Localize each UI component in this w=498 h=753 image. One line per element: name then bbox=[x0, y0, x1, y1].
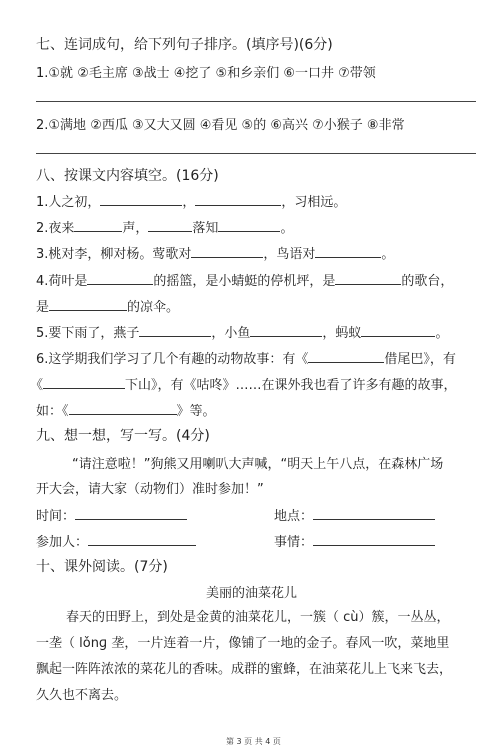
blank[interactable] bbox=[49, 298, 127, 311]
s9-place-row bbox=[274, 505, 435, 524]
blank[interactable] bbox=[195, 193, 281, 206]
s8-line-6c bbox=[36, 400, 216, 419]
blank[interactable] bbox=[315, 245, 381, 258]
blank[interactable] bbox=[361, 324, 435, 337]
place-blank[interactable] bbox=[313, 507, 435, 520]
event-label: 事情： bbox=[274, 535, 314, 550]
text: 下山》，有《咕咚》……在课外我也看了许多有趣的故事， bbox=[125, 378, 457, 393]
section-7-heading: 七、连词成句，给下列句子排序。(填序号)(6分) bbox=[36, 37, 333, 53]
blank[interactable] bbox=[87, 272, 153, 285]
blank[interactable] bbox=[308, 350, 384, 363]
reading-line-1: 春天的田野上，到处是金黄的油菜花儿，一簇（ cù）簇，一丛丛， bbox=[66, 610, 450, 625]
blank[interactable] bbox=[74, 219, 122, 232]
s8-line-4 bbox=[36, 270, 453, 289]
s8-line-1 bbox=[36, 191, 346, 210]
reading-title: 美丽的油菜花儿 bbox=[206, 586, 298, 601]
text: ， bbox=[182, 195, 196, 210]
time-blank[interactable] bbox=[75, 507, 187, 520]
answer-line-2[interactable] bbox=[36, 153, 476, 154]
text: 如：《 bbox=[36, 404, 69, 419]
text: 的凉伞。 bbox=[127, 300, 180, 315]
blank[interactable] bbox=[148, 219, 192, 232]
text: 。 bbox=[280, 221, 294, 236]
text: 1.人之初， bbox=[36, 195, 101, 210]
s9-time-row bbox=[36, 505, 187, 524]
text: 4.荷叶是 bbox=[36, 274, 88, 289]
blank[interactable] bbox=[100, 193, 182, 206]
page-footer: 第 3 页 共 4 页 bbox=[226, 737, 281, 746]
s8-line-4b bbox=[36, 296, 179, 315]
text: 5.要下雨了，燕子 bbox=[36, 326, 140, 341]
place-label: 地点： bbox=[274, 509, 314, 524]
text: 声， bbox=[122, 221, 149, 236]
text: 是 bbox=[36, 300, 50, 315]
s8-line-6 bbox=[36, 348, 456, 367]
s9-paragraph-2: 开大会，请大家（动物们）准时参加！” bbox=[36, 482, 264, 497]
section-9-heading: 九、想一想，写一写。(4分) bbox=[36, 428, 210, 444]
s8-line-2 bbox=[36, 217, 293, 236]
section-8-heading: 八、按课文内容填空。(16分) bbox=[36, 168, 219, 184]
text: 的歌台， bbox=[401, 274, 454, 289]
text: 2.夜来 bbox=[36, 221, 75, 236]
s9-paragraph-1: “请注意啦！”狗熊又用喇叭大声喊，“明天上午八点，在森林广场 bbox=[72, 457, 444, 472]
reading-line-2: 一垄（ lǒnɡ 垄，一片连着一片，像铺了一地的金子。春风一吹，菜地里 bbox=[36, 636, 450, 651]
text: 落知 bbox=[192, 221, 219, 236]
blank[interactable] bbox=[335, 272, 401, 285]
s8-line-5 bbox=[36, 322, 448, 341]
reading-line-4: 久久也不离去。 bbox=[36, 688, 128, 703]
text: 》等。 bbox=[176, 404, 216, 419]
text: 的摇篮，是小蜻蜓的停机坪，是 bbox=[153, 274, 336, 289]
text: 。 bbox=[435, 326, 449, 341]
s8-line-3 bbox=[36, 243, 394, 262]
blank[interactable] bbox=[139, 324, 211, 337]
text: 借尾巴》，有 bbox=[384, 352, 456, 367]
s7-question-2: 2.①满地 ②西瓜 ③又大又圆 ④看见 ⑤的 ⑥高兴 ⑦小猴子 ⑧非常 bbox=[36, 118, 405, 133]
people-blank[interactable] bbox=[88, 533, 196, 546]
blank[interactable] bbox=[250, 324, 322, 337]
text: 6.这学期我们学习了几个有趣的动物故事：有《 bbox=[36, 352, 309, 367]
text: 3.桃对李，柳对杨。莺歌对 bbox=[36, 247, 192, 262]
time-label: 时间： bbox=[36, 509, 76, 524]
s9-people-row bbox=[36, 531, 196, 550]
text: ，小鱼 bbox=[211, 326, 251, 341]
people-label: 参加人： bbox=[36, 535, 89, 550]
blank[interactable] bbox=[69, 402, 177, 415]
text: 《 bbox=[30, 378, 44, 393]
s9-event-row bbox=[274, 531, 435, 550]
blank[interactable] bbox=[218, 219, 280, 232]
text: ，鸟语对 bbox=[263, 247, 316, 262]
section-10-heading: 十、课外阅读。(7分) bbox=[36, 559, 168, 575]
s7-question-1: 1.①就 ②毛主席 ③战士 ④挖了 ⑤和乡亲们 ⑥一口井 ⑦带领 bbox=[36, 66, 376, 81]
blank[interactable] bbox=[43, 376, 125, 389]
reading-line-3: 飘起一阵阵浓浓的菜花儿的香味。成群的蜜蜂，在油菜花儿上飞来飞去， bbox=[36, 662, 453, 677]
event-blank[interactable] bbox=[313, 533, 435, 546]
text: 。 bbox=[381, 247, 395, 262]
text: ，习相远。 bbox=[281, 195, 347, 210]
blank[interactable] bbox=[191, 245, 263, 258]
text: ，蚂蚁 bbox=[322, 326, 362, 341]
s8-line-6b bbox=[30, 374, 457, 393]
answer-line-1[interactable] bbox=[36, 101, 476, 102]
